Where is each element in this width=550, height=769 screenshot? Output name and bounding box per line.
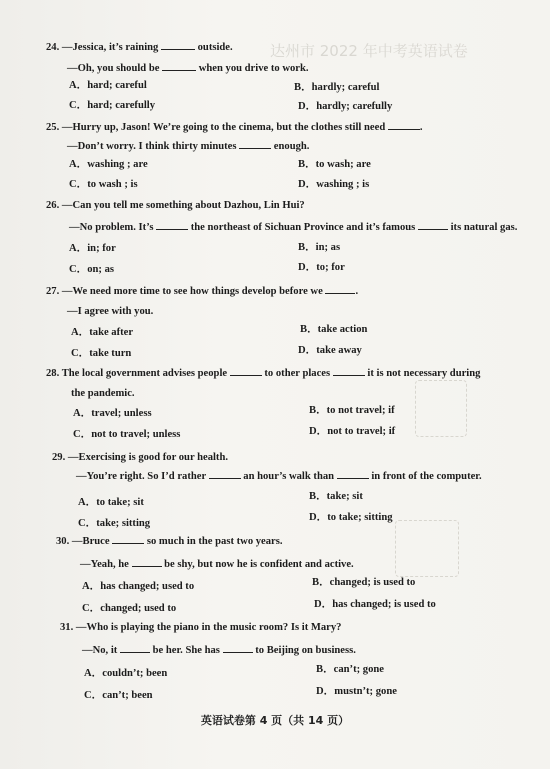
q24-option-a: A．hard; careful [69, 80, 147, 91]
q31-option-c: C．can’t; been [84, 690, 153, 701]
q30-reply: —Yeah, he be shy, but now he is confident and active. [80, 559, 354, 570]
q31-option-b: B．can’t; gone [316, 664, 384, 675]
q26-option-d: D．to; for [298, 262, 345, 273]
q29-reply: —You’re right. So I’d rather an hour’s walk than in front of the computer. [76, 471, 482, 482]
q24-option-c: C．hard; carefully [69, 100, 156, 111]
q25-option-a: A．washing ; are [69, 159, 148, 170]
q27-stem: 27. —We need more time to see how things develop before we . [46, 286, 359, 297]
q29-option-b: B．take; sit [309, 491, 363, 502]
q24-option-d: D．hardly; carefully [298, 101, 393, 112]
page-footer: 英语试卷第 4 页（共 14 页） [200, 714, 350, 727]
q25-option-c: C．to wash ; is [69, 179, 138, 190]
q31-option-d: D．mustn’t; gone [316, 686, 397, 697]
q30-option-d: D．has changed; is used to [314, 599, 436, 610]
q24-reply: —Oh, you should be when you drive to work. [67, 63, 309, 74]
q25-stem: 25. —Hurry up, Jason! We’re going to the cinema, but the clothes still need . [46, 122, 423, 133]
q29-option-a: A．to take; sit [78, 497, 144, 508]
bleed-through-text: 达州市 2022 年中考英语试卷 [270, 42, 468, 60]
q27-option-a: A．take after [71, 327, 134, 338]
q25-option-b: B．to wash; are [298, 159, 371, 170]
q27-option-d: D．take away [298, 345, 362, 356]
bleed-through-stamp [395, 520, 459, 577]
q28-stem-cont: the pandemic. [71, 388, 135, 399]
q28-option-c: C．not to travel; unless [73, 429, 181, 440]
q26-option-b: B．in; as [298, 242, 341, 253]
q24-stem: 24. —Jessica, it’s raining outside. [46, 42, 233, 53]
q30-stem: 30. —Bruce so much in the past two years. [56, 536, 283, 547]
q26-option-a: A．in; for [69, 243, 116, 254]
q30-option-a: A．has changed; used to [82, 581, 195, 592]
bleed-through-stamp [415, 380, 467, 437]
q26-reply: —No problem. It’s the northeast of Sichuan Province and it’s famous its natural gas. [69, 222, 518, 233]
q26-stem: 26. —Can you tell me something about Dazhou, Lin Hui? [46, 200, 305, 211]
q27-reply: —I agree with you. [67, 306, 154, 317]
q25-reply: —Don’t worry. I think thirty minutes enough. [67, 141, 310, 152]
q28-option-b: B．to not travel; if [309, 405, 395, 416]
q30-option-b: B．changed; is used to [312, 577, 416, 588]
q26-option-c: C．on; as [69, 264, 115, 275]
q27-option-b: B．take action [300, 324, 368, 335]
q31-stem: 31. —Who is playing the piano in the music room? Is it Mary? [60, 622, 342, 633]
q31-reply: —No, it be her. She has to Beijing on business. [82, 645, 356, 656]
q29-option-c: C．take; sitting [78, 518, 151, 529]
q27-option-c: C．take turn [71, 348, 132, 359]
q29-option-d: D．to take; sitting [309, 512, 393, 523]
q28-option-a: A．travel; unless [73, 408, 152, 419]
q31-option-a: A．couldn’t; been [84, 668, 168, 679]
q25-option-d: D．washing ; is [298, 179, 370, 190]
q30-option-c: C．changed; used to [82, 603, 177, 614]
q24-option-b: B．hardly; careful [294, 82, 380, 93]
q28-stem: 28. The local government advises people to other places it is not necessary during [46, 368, 481, 379]
q28-option-d: D．not to travel; if [309, 426, 396, 437]
q29-stem: 29. —Exercising is good for our health. [52, 452, 229, 463]
